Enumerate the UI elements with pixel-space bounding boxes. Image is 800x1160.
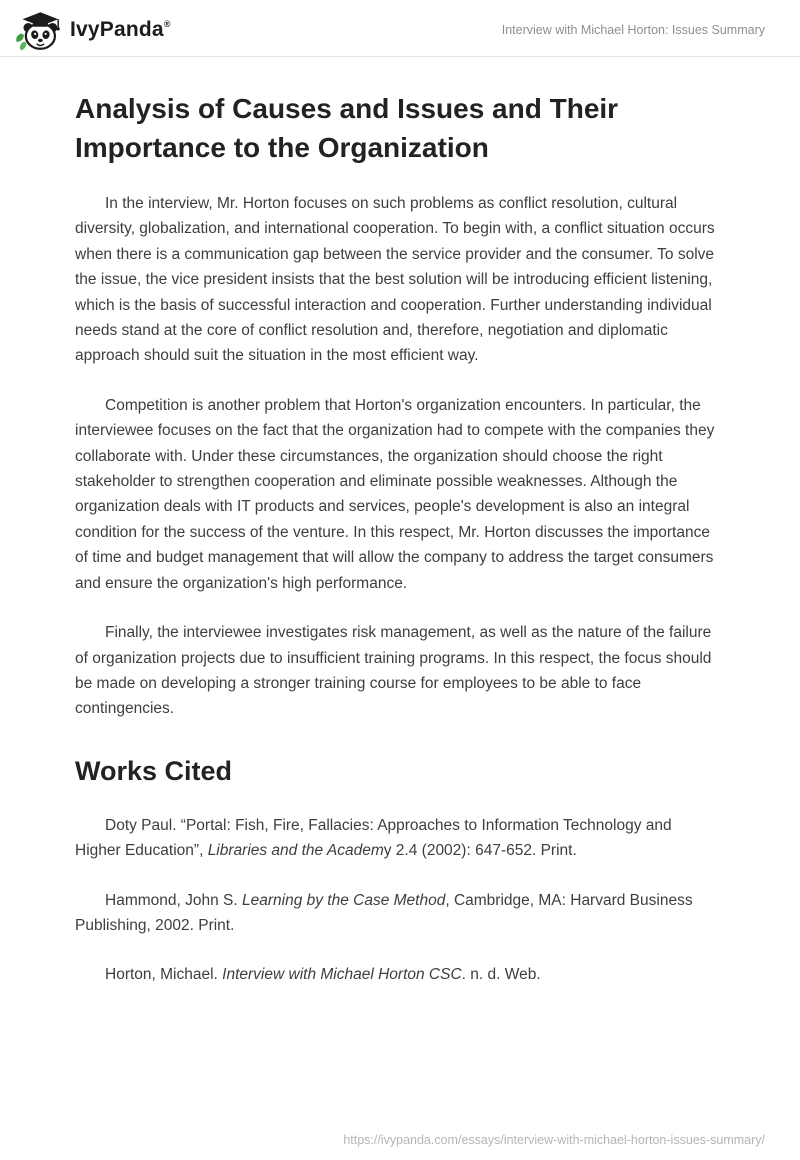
paragraph-1: In the interview, Mr. Horton focuses on such problems as conflict resolution, cultural diversity, globalization, and international cooperation. To begin with, a conflict situation occurs when there is a communication gap between the service provider and the consumer. To solve the issue, the vice president insists that the best solution will be introducing efficient listening, which is the basis of successful interaction and cooperation. Further understanding individual needs stand at the core of conflict resolution and, therefore, negotiation and diplomatic approach should suit the situation in the most efficient way. (75, 195, 715, 365)
citation-text: . n. d. Web. (461, 966, 541, 984)
brand-wordmark: IvyPanda (70, 18, 164, 41)
registered-trademark-symbol: ® (163, 19, 171, 29)
article-heading: Analysis of Causes and Issues and Their Importance to the Organization (75, 93, 619, 163)
page-header (0, 0, 800, 57)
brand-name (70, 18, 171, 42)
ivypanda-panda-logo-icon (16, 8, 61, 53)
citation-source-title: Interview with Michael Horton CSC (222, 966, 462, 984)
article-content (0, 57, 800, 988)
citation-source-title: Libraries and the Academ (207, 842, 384, 860)
citation-text: , Cambridge, MA: Harvard Business Publishing, 2002. Print. (75, 891, 693, 934)
citation-3 (75, 962, 721, 987)
page-footer (343, 1133, 765, 1147)
paragraph-3: Finally, the interviewee investigates risk management, as well as the nature of the failure of organization projects due to insufficient training programs. In this respect, the focus should be made on developing a stronger training course for employees to be able to face contingencies. (75, 624, 712, 718)
citation-text: Hammond, John S. (105, 891, 242, 909)
document-title: Interview with Michael Horton: Issues Summary (501, 23, 765, 37)
paragraph-2: Competition is another problem that Horton's organization encounters. In particular, the interviewee focuses on the fact that the organization had to compete with the companies they collaborate with. Under these circumstances, the organization should choose the right stakeholder to strengthen cooperation and eliminate possible weaknesses. Although the organization deals with IT products and services, people's development is also an integral condition for the success of the venture. In this respect, Mr. Horton discusses the importance of time and budget management that will allow the company to address the target consumers and ensure the organization's high performance. (75, 396, 715, 592)
citation-source-title: Learning by the Case Method (241, 891, 446, 909)
works-cited-heading: Works Cited (75, 755, 233, 786)
source-url: https://ivypanda.com/essays/interview-with-michael-horton-issues-summary/ (343, 1133, 765, 1147)
brand[interactable] (16, 8, 171, 53)
citation-text: y 2.4 (2002): 647-652. Print. (383, 842, 577, 860)
citation-2 (75, 888, 721, 939)
citation-text: Horton, Michael. (105, 966, 223, 984)
citation-text: Doty Paul. “Portal: Fish, Fire, Fallacies: Approaches to Information Technology and Higher Education”, (75, 816, 672, 860)
citation-1 (75, 813, 721, 864)
